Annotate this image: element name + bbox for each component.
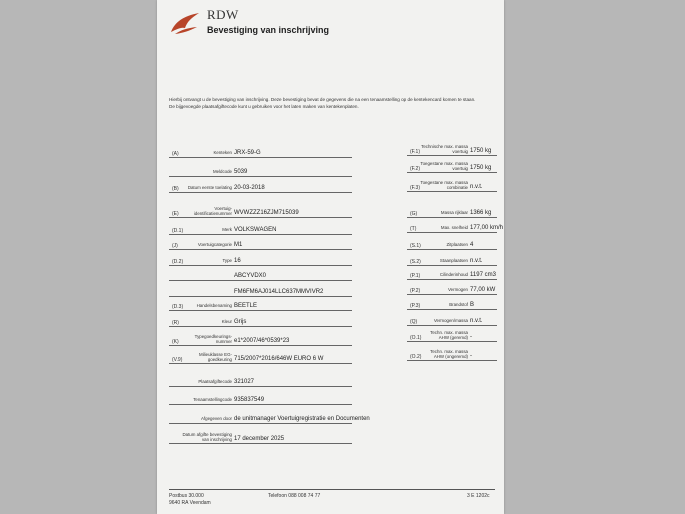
field-value: 17 december 2025	[234, 436, 285, 442]
field-label: Afgegeven door	[200, 416, 232, 421]
field-label: Voertuigcategorie	[197, 242, 232, 247]
field-label: Kenteken	[213, 150, 232, 155]
field-value: n.v.t.	[470, 184, 483, 190]
intro-text	[169, 97, 504, 110]
field-value: e1*2007/46*0539*23	[234, 338, 290, 344]
field-value: FM6FM6AJ014LLC637MMVIVR2	[234, 289, 324, 295]
field-code: (R)	[172, 320, 179, 326]
field-underline	[407, 249, 497, 250]
field-value: de unitmanager Voertuigregistratie en Documenten	[234, 416, 370, 422]
field-value: 1366 kg	[470, 210, 492, 216]
field-underline	[169, 386, 352, 387]
field-underline	[169, 326, 352, 327]
field-value: 1750 kg	[470, 165, 492, 171]
field-code: (P.2)	[410, 288, 421, 294]
field-code: (V.9)	[172, 357, 183, 363]
field-label: Vermogen	[447, 287, 468, 292]
field-value: 16	[234, 258, 241, 264]
field-code: (D.1)	[172, 228, 184, 234]
field-label: Datum eerste toelating	[187, 185, 232, 190]
field-value: BEETLE	[234, 303, 258, 309]
field-value: 1750 kg	[470, 148, 492, 154]
field-underline	[169, 443, 352, 444]
document-page	[157, 0, 504, 514]
field-code: (F.3)	[410, 185, 420, 191]
field-label: Zitplaatsen	[446, 242, 468, 247]
field-code: (T)	[410, 226, 417, 232]
field-value: Grijs	[234, 319, 247, 325]
field-code: (O.1)	[410, 335, 422, 341]
field-value: 5039	[234, 169, 248, 175]
field-label: Toegestane max. massa voertuig	[420, 161, 468, 171]
field-underline	[169, 249, 352, 250]
field-label: Brandstof	[449, 302, 468, 307]
field-underline	[169, 280, 352, 281]
field-value: 77,00 kW	[470, 287, 496, 293]
field-label: Voertuig-identificatienummer	[193, 206, 232, 216]
field-code: (S.1)	[410, 243, 421, 249]
field-value: ABCYVDX0	[234, 273, 267, 279]
field-underline	[169, 217, 352, 218]
footer-address-line-1: Postbus 30.000	[169, 493, 204, 499]
field-underline	[407, 217, 497, 218]
field-label: Techn. max. massa AHW (ongeremd)	[430, 349, 468, 359]
field-label: Vermogen/massa	[433, 318, 468, 323]
field-underline	[169, 234, 352, 235]
field-underline	[407, 341, 497, 342]
field-value: 20-03-2018	[234, 185, 265, 191]
field-label: Massa rijklaar	[440, 210, 468, 215]
field-value: VOLKSWAGEN	[234, 227, 277, 233]
field-value: -	[470, 334, 472, 340]
field-code: (S.2)	[410, 259, 421, 265]
field-label: Plaatsafgiftecode	[198, 379, 232, 384]
footer-address-line-2: 9640 RA Veendam	[169, 500, 211, 506]
field-underline	[407, 309, 497, 310]
field-value: 4	[470, 242, 474, 248]
field-underline	[169, 157, 352, 158]
field-value: WVWZZZ16ZJM715039	[234, 210, 299, 216]
field-code: (O.2)	[410, 354, 422, 360]
field-code: (Q)	[410, 319, 418, 325]
field-value: 177,00 km/h	[470, 225, 504, 231]
field-underline	[407, 155, 497, 156]
footer-phone: Telefoon 088 008 74 77	[268, 493, 321, 499]
footer-form-code: 3 E 1202c	[467, 493, 490, 499]
field-value: -	[470, 353, 472, 359]
field-underline	[407, 265, 497, 266]
field-underline	[169, 192, 352, 193]
field-label: Technische max. massa voertuig	[421, 144, 468, 154]
field-code: (A)	[172, 151, 179, 157]
field-code: (D.2)	[172, 259, 184, 265]
field-code: (E)	[172, 211, 179, 217]
field-label: Kleur	[221, 319, 232, 324]
field-code: (P.1)	[410, 273, 421, 279]
field-label: Handelsbenaming	[196, 303, 232, 308]
field-value: B	[470, 302, 475, 308]
field-label: Merk	[222, 227, 232, 232]
field-value: 715/2007*2016/646W EURO 6 W	[234, 356, 324, 362]
field-code: (K)	[172, 339, 179, 345]
field-underline	[407, 294, 497, 295]
field-label: Datum afgifte bevestiging van inschrijving	[182, 432, 232, 442]
field-code: (P.3)	[410, 303, 421, 309]
brand-name: RDW	[207, 7, 239, 22]
field-code: (J)	[172, 243, 178, 249]
field-underline	[169, 423, 352, 424]
field-underline	[169, 310, 352, 311]
field-label: Milieuklasse EG-goedkeuring	[199, 352, 232, 362]
field-label: Max. snelheid	[440, 225, 468, 230]
field-value: n.v.t.	[470, 258, 483, 264]
field-label: Tenaamstellingcode	[193, 397, 232, 402]
footer-divider	[169, 489, 495, 490]
field-label: Toegestane max. massa combinatie	[420, 180, 468, 190]
field-label: Typegoedkeurings-nummer	[194, 334, 232, 344]
field-code: (G)	[410, 211, 418, 217]
field-underline	[169, 265, 352, 266]
field-underline	[407, 172, 497, 173]
field-underline	[169, 176, 352, 177]
field-underline	[169, 296, 352, 297]
field-underline	[407, 191, 497, 192]
field-code: (B)	[172, 186, 179, 192]
field-code: (F.2)	[410, 166, 420, 172]
intro-line-2: De bijgevoegde plaatsafgiftecode kunt u gebruiken voor het laten maken van kentekenplaten.	[169, 103, 359, 109]
field-value: 1197 cm3	[470, 272, 496, 278]
field-label: Staanplaatsen	[439, 258, 468, 263]
field-value: JRX-59-G	[234, 150, 261, 156]
intro-line-1: Hierbij ontvangt u de bevestiging van inschrijving. Deze bevestiging bevat de gegevens die na een tenaamstelling op de kentekencard komen te staan.	[169, 97, 476, 102]
field-underline	[169, 345, 352, 346]
field-underline	[407, 232, 497, 233]
field-label: Techn. max. massa AHW (geremd)	[430, 330, 468, 340]
field-underline	[169, 363, 352, 364]
field-code: (F.1)	[410, 149, 420, 155]
field-underline	[407, 325, 497, 326]
field-label: Meldcode	[212, 169, 232, 174]
field-value: n.v.t.	[470, 318, 483, 324]
field-label: Cilinderinhoud	[439, 272, 468, 277]
field-underline	[169, 404, 352, 405]
rdw-logo-icon	[169, 8, 203, 36]
field-value: 321027	[234, 379, 255, 385]
document-title: Bevestiging van inschrijving	[207, 25, 330, 35]
field-value: 935837549	[234, 397, 265, 403]
field-label: Type	[222, 258, 232, 263]
field-code: (D.3)	[172, 304, 184, 310]
field-underline	[407, 279, 497, 280]
field-underline	[407, 360, 497, 361]
field-value: M1	[234, 242, 243, 248]
